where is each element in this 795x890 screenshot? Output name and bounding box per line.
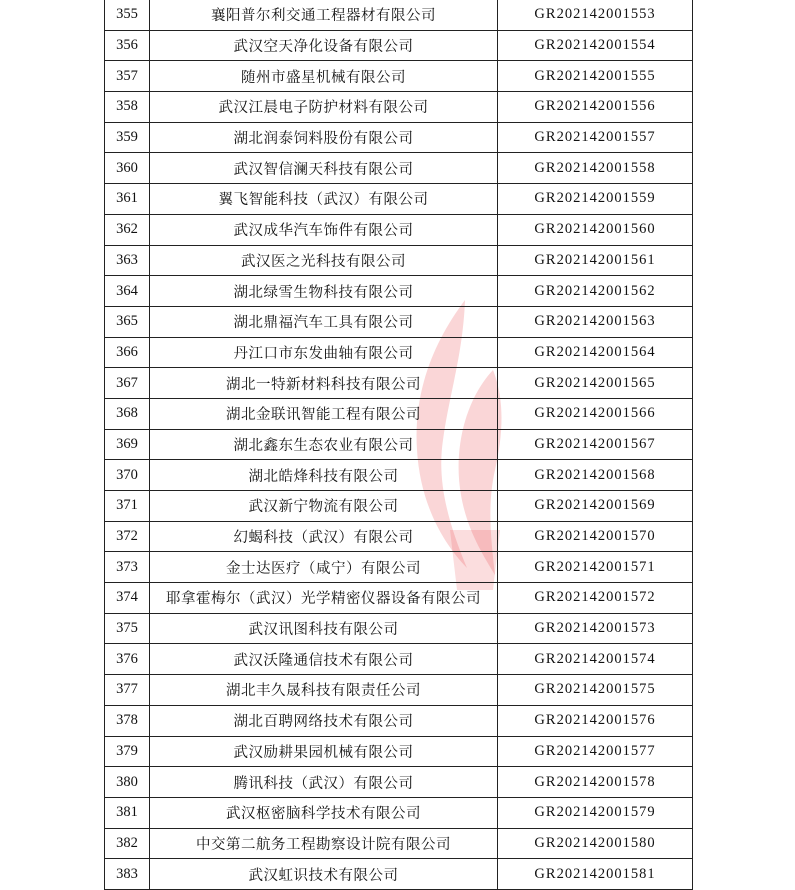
row-number: 383 xyxy=(105,859,150,890)
table-row xyxy=(105,306,693,337)
table-row xyxy=(105,122,693,153)
company-name: 湖北皓烽科技有限公司 xyxy=(150,460,498,491)
table-row xyxy=(105,736,693,767)
company-name: 湖北百聘网络技术有限公司 xyxy=(150,705,498,736)
row-number: 356 xyxy=(105,30,150,61)
certificate-code: GR202142001557 xyxy=(498,122,693,153)
certificate-code: GR202142001559 xyxy=(498,184,693,215)
table-row xyxy=(105,276,693,307)
table-row xyxy=(105,245,693,276)
row-number: 381 xyxy=(105,797,150,828)
row-number: 369 xyxy=(105,429,150,460)
table-row xyxy=(105,491,693,522)
company-name: 腾讯科技（武汉）有限公司 xyxy=(150,767,498,798)
table-row xyxy=(105,368,693,399)
certificate-code: GR202142001578 xyxy=(498,767,693,798)
certificate-code: GR202142001558 xyxy=(498,153,693,184)
row-number: 378 xyxy=(105,705,150,736)
company-name: 武汉枢密脑科学技术有限公司 xyxy=(150,797,498,828)
certificate-code: GR202142001564 xyxy=(498,337,693,368)
row-number: 372 xyxy=(105,521,150,552)
certificate-code: GR202142001563 xyxy=(498,306,693,337)
certificate-code: GR202142001581 xyxy=(498,859,693,890)
table-row xyxy=(105,767,693,798)
certificate-code: GR202142001580 xyxy=(498,828,693,859)
table-row xyxy=(105,828,693,859)
row-number: 363 xyxy=(105,245,150,276)
row-number: 376 xyxy=(105,644,150,675)
company-list-table xyxy=(104,0,693,890)
table-row xyxy=(105,92,693,123)
table-row xyxy=(105,797,693,828)
table-row xyxy=(105,859,693,890)
table-row xyxy=(105,583,693,614)
certificate-code: GR202142001576 xyxy=(498,705,693,736)
certificate-code: GR202142001572 xyxy=(498,583,693,614)
table-row xyxy=(105,552,693,583)
table-row xyxy=(105,337,693,368)
row-number: 355 xyxy=(105,0,150,30)
company-name: 襄阳普尔利交通工程器材有限公司 xyxy=(150,0,498,30)
row-number: 360 xyxy=(105,153,150,184)
row-number: 377 xyxy=(105,675,150,706)
company-name: 湖北鼎福汽车工具有限公司 xyxy=(150,306,498,337)
certificate-code: GR202142001574 xyxy=(498,644,693,675)
row-number: 379 xyxy=(105,736,150,767)
company-name: 湖北润泰饲料股份有限公司 xyxy=(150,122,498,153)
row-number: 380 xyxy=(105,767,150,798)
company-name: 中交第二航务工程勘察设计院有限公司 xyxy=(150,828,498,859)
row-number: 362 xyxy=(105,214,150,245)
company-name: 武汉虹识技术有限公司 xyxy=(150,859,498,890)
company-name: 武汉医之光科技有限公司 xyxy=(150,245,498,276)
certificate-code: GR202142001554 xyxy=(498,30,693,61)
row-number: 359 xyxy=(105,122,150,153)
table-row xyxy=(105,398,693,429)
table-row xyxy=(105,0,693,30)
certificate-code: GR202142001556 xyxy=(498,92,693,123)
company-name: 湖北丰久晟科技有限责任公司 xyxy=(150,675,498,706)
company-name: 湖北金联讯智能工程有限公司 xyxy=(150,398,498,429)
certificate-code: GR202142001577 xyxy=(498,736,693,767)
company-name: 武汉讯图科技有限公司 xyxy=(150,613,498,644)
table-row xyxy=(105,460,693,491)
certificate-code: GR202142001568 xyxy=(498,460,693,491)
certificate-code: GR202142001571 xyxy=(498,552,693,583)
company-name: 翼飞智能科技（武汉）有限公司 xyxy=(150,184,498,215)
table-row xyxy=(105,521,693,552)
table-row xyxy=(105,214,693,245)
company-name: 幻蝎科技（武汉）有限公司 xyxy=(150,521,498,552)
certificate-code: GR202142001561 xyxy=(498,245,693,276)
row-number: 373 xyxy=(105,552,150,583)
company-name: 湖北绿雪生物科技有限公司 xyxy=(150,276,498,307)
company-name: 武汉江晨电子防护材料有限公司 xyxy=(150,92,498,123)
certificate-code: GR202142001575 xyxy=(498,675,693,706)
company-name: 丹江口市东发曲轴有限公司 xyxy=(150,337,498,368)
row-number: 382 xyxy=(105,828,150,859)
table-row xyxy=(105,61,693,92)
certificate-code: GR202142001560 xyxy=(498,214,693,245)
certificate-code: GR202142001570 xyxy=(498,521,693,552)
company-name: 武汉励耕果园机械有限公司 xyxy=(150,736,498,767)
table-row xyxy=(105,30,693,61)
certificate-code: GR202142001553 xyxy=(498,0,693,30)
certificate-code: GR202142001555 xyxy=(498,61,693,92)
table-row xyxy=(105,153,693,184)
table-row xyxy=(105,429,693,460)
company-name: 武汉沃隆通信技术有限公司 xyxy=(150,644,498,675)
row-number: 374 xyxy=(105,583,150,614)
certificate-code: GR202142001579 xyxy=(498,797,693,828)
row-number: 367 xyxy=(105,368,150,399)
row-number: 366 xyxy=(105,337,150,368)
row-number: 358 xyxy=(105,92,150,123)
company-name: 武汉新宁物流有限公司 xyxy=(150,491,498,522)
row-number: 365 xyxy=(105,306,150,337)
table-row xyxy=(105,644,693,675)
company-name: 湖北一特新材料科技有限公司 xyxy=(150,368,498,399)
table-body xyxy=(105,0,693,889)
company-name: 武汉智信澜天科技有限公司 xyxy=(150,153,498,184)
company-name: 耶拿霍梅尔（武汉）光学精密仪器设备有限公司 xyxy=(150,583,498,614)
company-name: 金士达医疗（咸宁）有限公司 xyxy=(150,552,498,583)
certificate-code: GR202142001569 xyxy=(498,491,693,522)
row-number: 361 xyxy=(105,184,150,215)
row-number: 375 xyxy=(105,613,150,644)
certificate-code: GR202142001567 xyxy=(498,429,693,460)
company-name: 湖北鑫东生态农业有限公司 xyxy=(150,429,498,460)
certificate-code: GR202142001562 xyxy=(498,276,693,307)
table-row xyxy=(105,675,693,706)
row-number: 370 xyxy=(105,460,150,491)
company-name: 武汉空天净化设备有限公司 xyxy=(150,30,498,61)
row-number: 368 xyxy=(105,398,150,429)
row-number: 357 xyxy=(105,61,150,92)
row-number: 364 xyxy=(105,276,150,307)
company-name: 随州市盛星机械有限公司 xyxy=(150,61,498,92)
row-number: 371 xyxy=(105,491,150,522)
table-row xyxy=(105,705,693,736)
table-row xyxy=(105,613,693,644)
company-name: 武汉成华汽车饰件有限公司 xyxy=(150,214,498,245)
certificate-code: GR202142001573 xyxy=(498,613,693,644)
certificate-code: GR202142001566 xyxy=(498,398,693,429)
certificate-code: GR202142001565 xyxy=(498,368,693,399)
table-row xyxy=(105,184,693,215)
